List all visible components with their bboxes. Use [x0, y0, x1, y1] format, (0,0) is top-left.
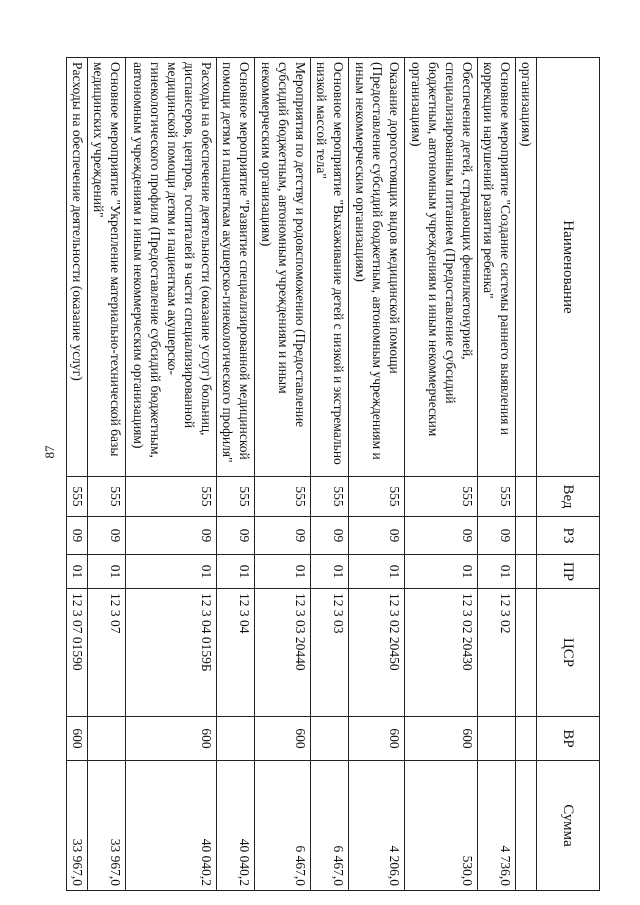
cell-sum: 6 467,0 — [310, 761, 348, 891]
table-row — [67, 58, 88, 891]
cell-vr: 600 — [349, 717, 405, 761]
cell-rz: 09 — [255, 517, 311, 555]
cell-csr: 12 3 04 — [216, 589, 254, 717]
cell-pr: 01 — [216, 555, 254, 589]
cell-rz: 09 — [310, 517, 348, 555]
cell-name: Основное мероприятие "Создание системы раннего выявления и коррекции нарушений развития ребенка" — [478, 58, 516, 477]
table-row — [516, 58, 537, 891]
cell-pr: 01 — [404, 555, 477, 589]
cell-vr — [310, 717, 348, 761]
cell-name: организациям) — [516, 58, 537, 477]
cell-ved: 555 — [478, 477, 516, 517]
cell-name: Основное мероприятие "Выхаживание детей с низкой и экстремально низкой массой тела" — [310, 58, 348, 477]
cell-sum: 40 040,2 — [125, 761, 216, 891]
cell-csr — [516, 589, 537, 717]
cell-pr: 01 — [478, 555, 516, 589]
budget-table — [66, 57, 600, 891]
cell-sum: 4 736,0 — [478, 761, 516, 891]
cell-name: Расходы на обеспечение деятельности (оказание услуг) — [67, 58, 88, 477]
cell-name: Основное мероприятие "Развитие специализированной медицинской помощи детям и пациенткам акушерско-гинекологического профиля" — [216, 58, 254, 477]
table-row — [404, 58, 477, 891]
cell-name: Основное мероприятие "Укрепление материально-технической базы медицинских учреждений" — [87, 58, 125, 477]
cell-sum: 530,0 — [404, 761, 477, 891]
cell-ved — [516, 477, 537, 517]
cell-rz: 09 — [216, 517, 254, 555]
table-row — [255, 58, 311, 891]
cell-vr: 600 — [404, 717, 477, 761]
cell-ved: 555 — [349, 477, 405, 517]
cell-ved: 555 — [255, 477, 311, 517]
cell-sum: 6 467,0 — [255, 761, 311, 891]
cell-rz — [516, 517, 537, 555]
header-rz: РЗ — [537, 517, 600, 555]
cell-csr: 12 3 03 20440 — [255, 589, 311, 717]
header-name: Наименование — [537, 58, 600, 477]
cell-name: Расходы на обеспечение деятельности (оказание услуг) больниц, диспансеров, центров, госпиталей в части специализированной медицинской помощи детям и пациенткам акушерско-гинекологического профиля (Предоставление субсидий бюджетным, автономным учреждениям и иным некоммерческим организациям) — [125, 58, 216, 477]
cell-vr — [478, 717, 516, 761]
budget-table-wrapper — [66, 57, 600, 890]
header-vr: ВР — [537, 717, 600, 761]
cell-ved: 555 — [67, 477, 88, 517]
header-pr: ПР — [537, 555, 600, 589]
cell-vr: 600 — [67, 717, 88, 761]
cell-csr: 12 3 03 — [310, 589, 348, 717]
cell-ved: 555 — [404, 477, 477, 517]
table-row — [216, 58, 254, 891]
cell-vr — [516, 717, 537, 761]
table-header-row — [537, 58, 600, 891]
table-row — [478, 58, 516, 891]
rotated-page — [66, 57, 600, 890]
cell-vr: 600 — [125, 717, 216, 761]
cell-rz: 09 — [125, 517, 216, 555]
cell-csr: 12 3 07 — [87, 589, 125, 717]
cell-rz: 09 — [87, 517, 125, 555]
cell-rz: 09 — [67, 517, 88, 555]
cell-sum — [516, 761, 537, 891]
cell-pr: 01 — [87, 555, 125, 589]
cell-sum: 33 967,0 — [67, 761, 88, 891]
cell-pr: 01 — [255, 555, 311, 589]
cell-ved: 555 — [125, 477, 216, 517]
cell-sum: 4 206,0 — [349, 761, 405, 891]
cell-rz: 09 — [349, 517, 405, 555]
cell-name: Оказание дорогостоящих видов медицинской помощи (Предоставление субсидий бюджетным, автономным учреждениям и иным некоммерческим организациям) — [349, 58, 405, 477]
cell-vr — [87, 717, 125, 761]
table-row — [125, 58, 216, 891]
header-ved: Вед — [537, 477, 600, 517]
cell-csr: 12 3 07 01590 — [67, 589, 88, 717]
header-csr: ЦСР — [537, 589, 600, 717]
cell-pr: 01 — [310, 555, 348, 589]
page-number: 87 — [42, 445, 57, 459]
cell-rz: 09 — [404, 517, 477, 555]
table-row — [310, 58, 348, 891]
cell-pr: 01 — [67, 555, 88, 589]
cell-ved: 555 — [310, 477, 348, 517]
cell-pr — [516, 555, 537, 589]
cell-csr: 12 3 02 20430 — [404, 589, 477, 717]
cell-sum: 40 040,2 — [216, 761, 254, 891]
cell-vr: 600 — [255, 717, 311, 761]
cell-pr: 01 — [125, 555, 216, 589]
table-row — [349, 58, 405, 891]
cell-csr: 12 3 02 20450 — [349, 589, 405, 717]
header-sum: Сумма — [537, 761, 600, 891]
table-row — [87, 58, 125, 891]
cell-vr — [216, 717, 254, 761]
cell-name: Мероприятия по детству и родовспоможению (Предоставление субсидий бюджетным, автономным учреждениям и иным некоммерческим организациям) — [255, 58, 311, 477]
cell-sum: 33 967,0 — [87, 761, 125, 891]
cell-rz: 09 — [478, 517, 516, 555]
cell-csr: 12 3 02 — [478, 589, 516, 717]
cell-name: Обеспечение детей, страдающих фенилкетонурией, специализированным питанием (Предоставление субсидий бюджетным, автономным учреждениям и иным некоммерческим организациям) — [404, 58, 477, 477]
cell-csr: 12 3 04 0159Б — [125, 589, 216, 717]
cell-ved: 555 — [87, 477, 125, 517]
cell-ved: 555 — [216, 477, 254, 517]
cell-pr: 01 — [349, 555, 405, 589]
